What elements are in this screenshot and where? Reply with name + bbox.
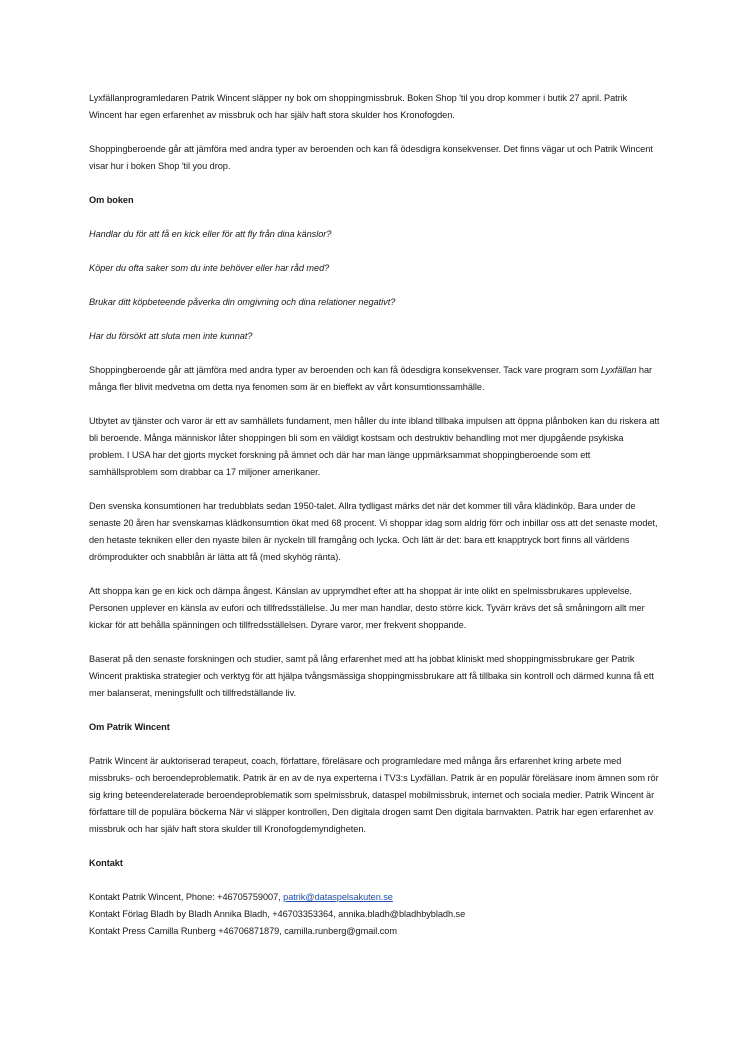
press-release [89,90,661,940]
heading-about-book: Om boken [89,195,134,205]
question-1: Handlar du för att få en kick eller för att fly från dina känslor? [89,229,332,239]
body-paragraph-1-start: Shoppingberoende går att jämföra med andra typer av beroenden och kan få ödesdigra konsekvenser. Tack vare program som [89,365,601,375]
body-paragraph-2: Utbytet av tjänster och varor är ett av samhällets fundament, men håller du inte ibland tillbaka impulsen att öppna plånboken kan du riskera att bli beroende. Många människor låter shoppingen bli som en väldigt kostsam och destruktiv behandling mot mer djupgående psykiska problem. I USA har det gjorts mycket forskning på ämnet och där har man länge uppmärksammat shoppingberoende som ett samhällsproblem som drabbar ca 17 miljoner amerikaner. [89,416,660,477]
contact-line-1 [89,889,661,906]
body-paragraph-1-end: har många fler blivit medvetna om detta nya fenomen som är en bieffekt av vårt konsumtionssamhälle. [89,365,653,392]
body-paragraph-4: Att shoppa kan ge en kick och dämpa ångest. Känslan av upprymdhet efter att ha shoppat är inte olikt en spelmissbrukares upplevelse. Personen upplever en känsla av eufori och tillfredsställelse. Ju mer man handlar, desto större kick. Tyvärr krävs det så småningom allt mer kickar för att behålla spänningen och tillfredsställelsen. Dyrare varor, mer frekvent shoppande. [89,586,645,630]
show-title: Lyxfällan [600,365,637,375]
body-paragraph-3: Den svenska konsumtionen har tredubblats sedan 1950-talet. Allra tydligast märks det när det kommer till våra klädinköp. Bara under de senaste 20 åren har svenskarnas klädkonsumtion ökat med 68 procent. Vi shoppar idag som aldrig förr och inbillar oss att det senaste modet, den hetaste tekniken eller den nyaste bilen är nyckeln till framgång och lycka. Och lätt är det: bara ett knapptryck bort finns all världens drömprodukter och snabblån är lätta att få (med skyhög ränta). [89,501,658,562]
question-3: Brukar ditt köpbeteende påverka din omgivning och dina relationer negativt? [89,297,396,307]
contact-line-3: Kontakt Press Camilla Runberg +46706871879, camilla.runberg@gmail.com [89,926,397,936]
heading-about-author: Om Patrik Wincent [89,722,170,732]
contact-line-2: Kontakt Förlag Bladh by Bladh Annika Bladh, +46703353364, annika.bladh@bladhbybladh.se [89,909,466,919]
intro-paragraph-1: Lyxfällanprogramledaren Patrik Wincent släpper ny bok om shoppingmissbruk. Boken Shop 'til you drop kommer i butik 27 april. Patrik Wincent har egen erfarenhet av missbruk och har själv haft stora skulder hos Kronofogden. [89,93,628,120]
intro-paragraph-2: Shoppingberoende går att jämföra med andra typer av beroenden och kan få ödesdigra konsekvenser. Det finns vägar ut och Patrik Wincent visar hur i boken Shop 'til you drop. [89,144,653,171]
author-bio: Patrik Wincent är auktoriserad terapeut, coach, författare, föreläsare och programledare med många års erfarenhet kring arbete med missbruks- och beroendeproblematik. Patrik är en av de nya experterna i TV3:s Lyxfällan. Patrik är en populär föreläsare inom ämnen som rör sig kring beteenderelaterade beroendeproblematik som spelmissbruk, dataspel mobilmissbruk, internet och sociala medier. Patrik Wincent är författare till de populära böckerna När vi släpper kontrollen, Den digitala drogen samt Den digitala barnvakten. Patrik har egen erfarenhet av missbruk och har själv haft stora skulder till Kronofogdemyndigheten. [89,756,659,834]
body-paragraph-1 [89,362,661,396]
question-2: Köper du ofta saker som du inte behöver eller har råd med? [89,263,330,273]
question-4: Har du försökt att sluta men inte kunnat? [89,331,253,341]
heading-contact: Kontakt [89,858,123,868]
body-paragraph-5: Baserat på den senaste forskningen och studier, samt på lång erfarenhet med att ha jobbat kliniskt med shoppingmissbrukare ger Patrik Wincent praktiska strategier och verktyg för att hjälpa tvångsmässiga shoppingmissbrukare att få tillbaka sin kontroll och därmed kunna få ett mer balanserat, meningsfullt och tillfredställande liv. [89,654,654,698]
contact-line-1-text: Kontakt Patrik Wincent, Phone: +46705759007, [89,892,284,902]
email-link[interactable]: patrik@dataspelsakuten.se [283,892,393,902]
